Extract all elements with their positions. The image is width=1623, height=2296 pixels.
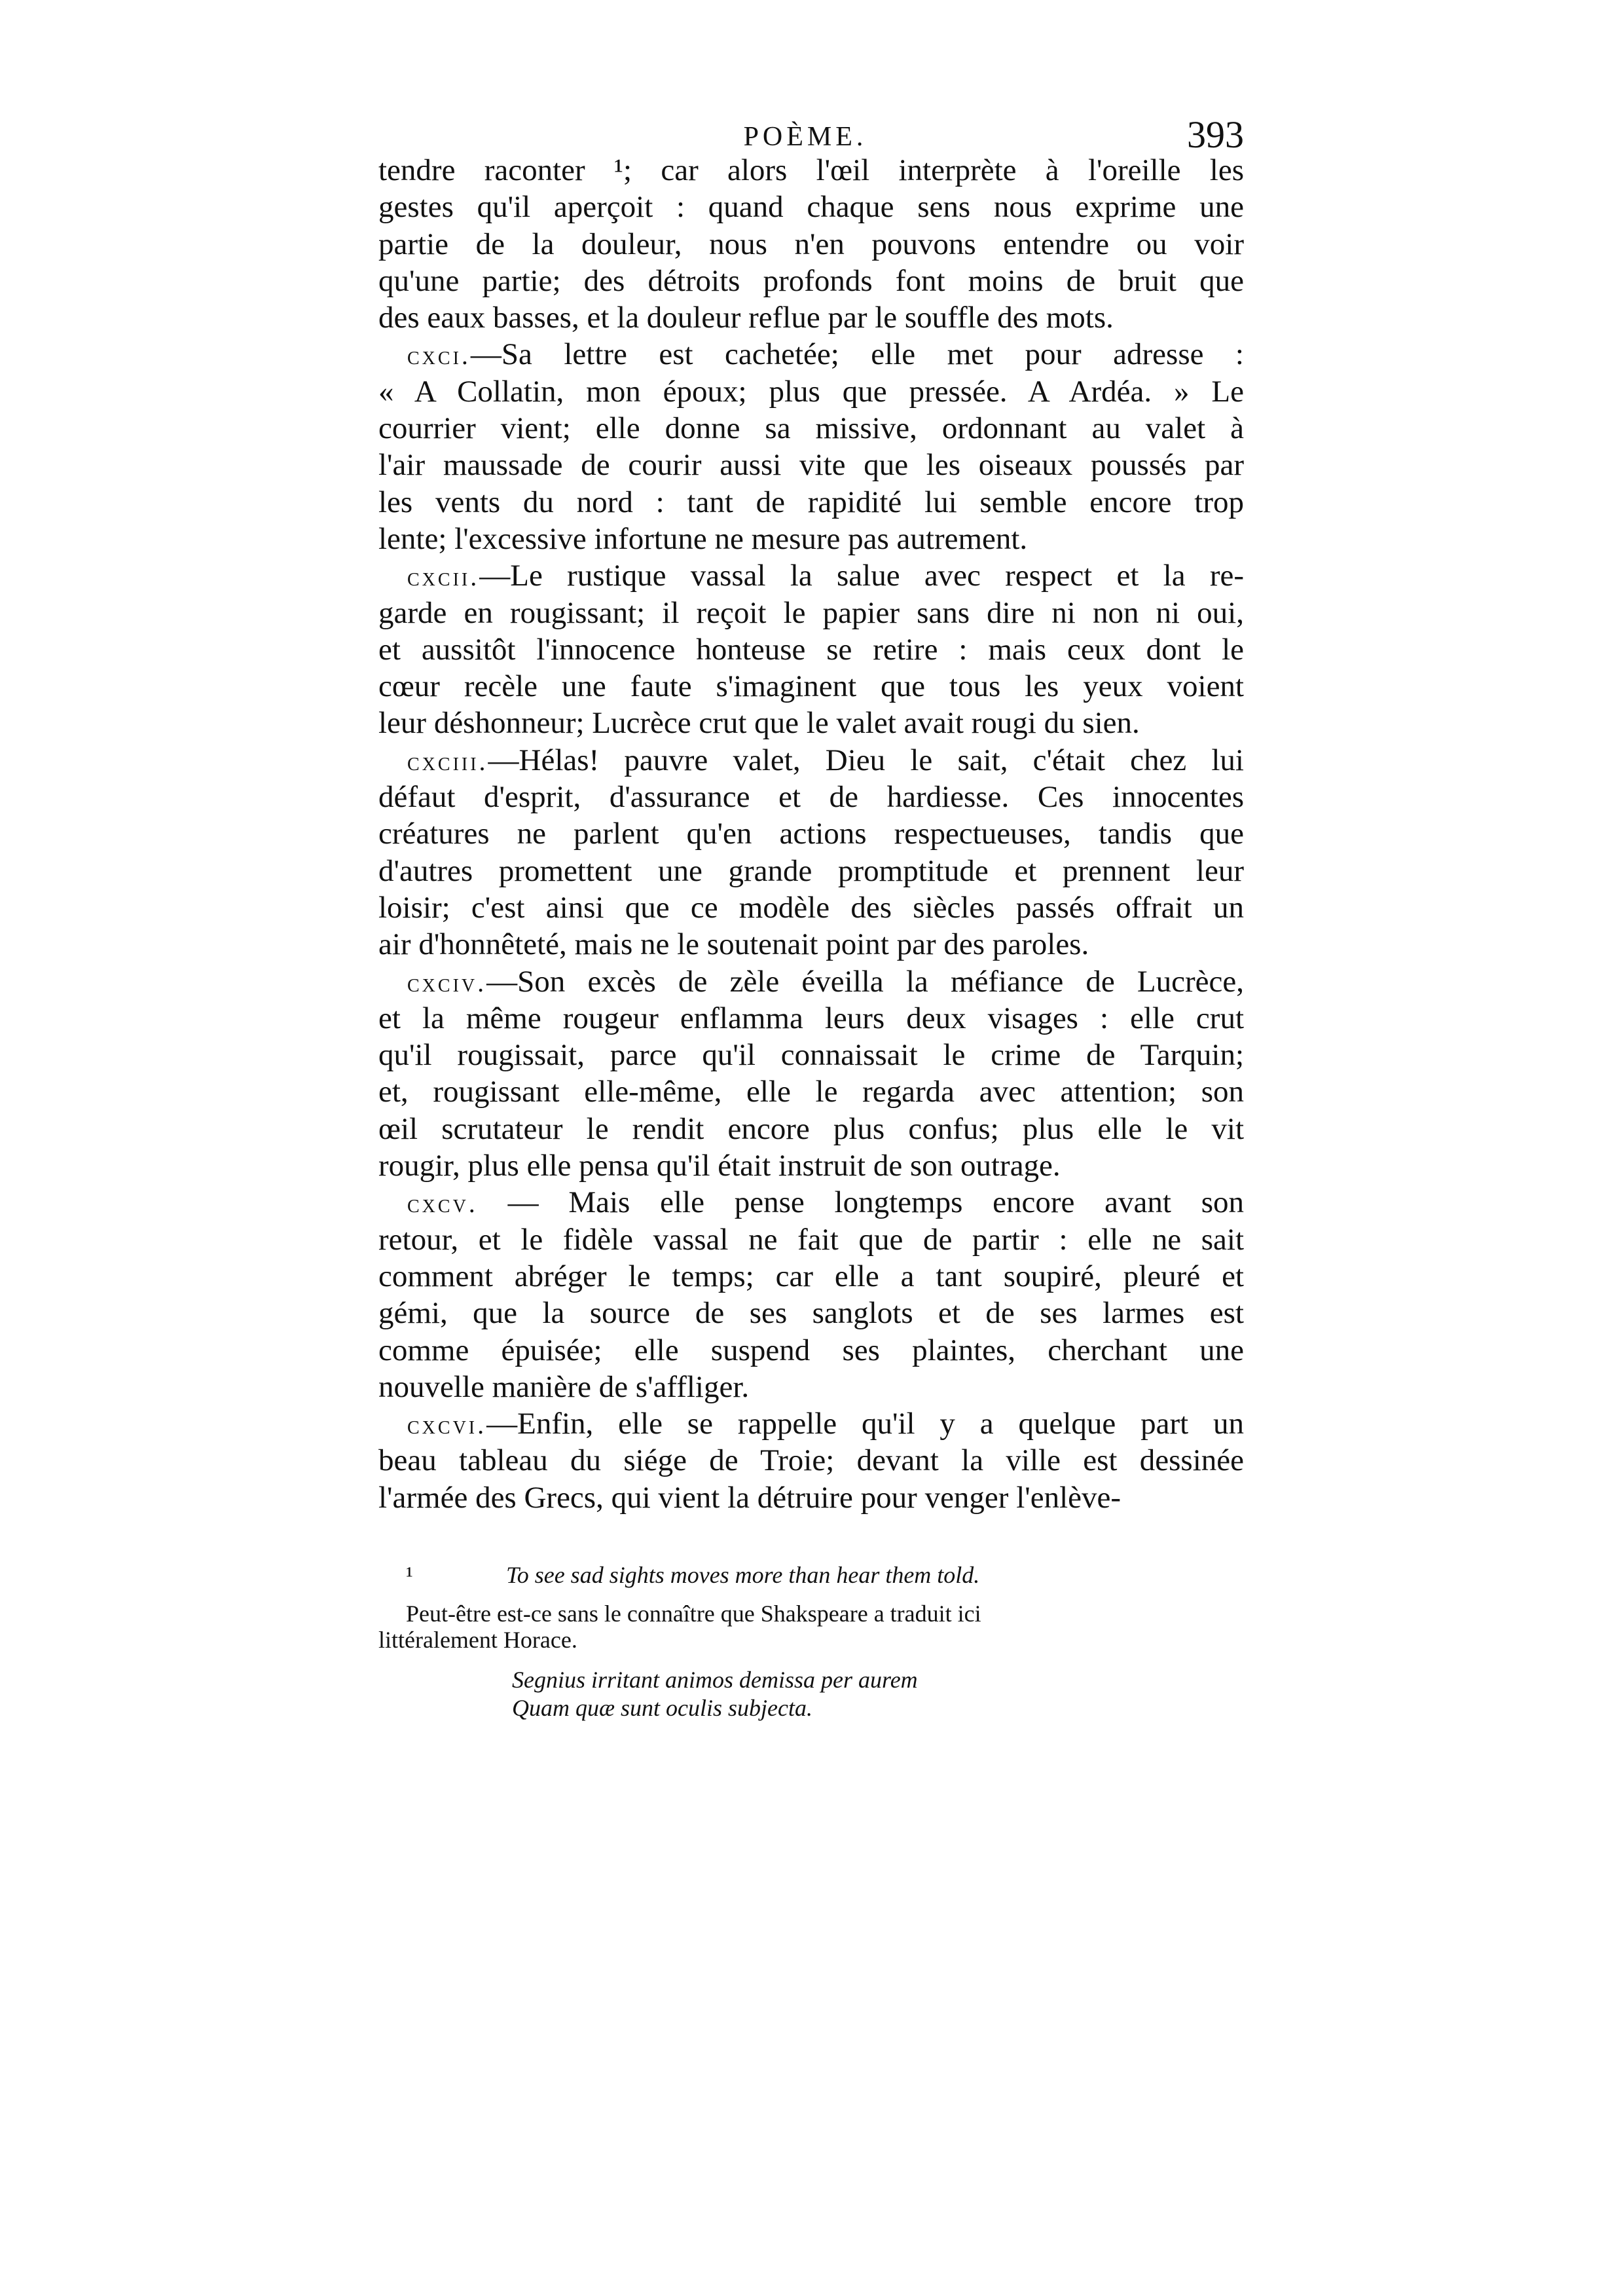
- line-text: défaut d'esprit, d'assurance et de hardiesse. Ces innocentes: [378, 780, 1244, 815]
- text-line: [378, 853, 1244, 889]
- text-line: [378, 1369, 1244, 1405]
- line-text: comme épuisée; elle suspend ses plaintes, cherchant une: [378, 1333, 1244, 1367]
- line-text: garde en rougissant; il reçoit le papier sans dire ni non ni oui,: [378, 595, 1244, 630]
- text-line: [378, 1073, 1244, 1110]
- text-line: [378, 299, 1244, 336]
- line-text: des eaux basses, et la douleur reflue par le souffle des mots.: [378, 301, 1114, 335]
- line-text: qu'une partie; des détroits profonds font moins de bruit que: [378, 263, 1244, 298]
- section-number: cxcvi.: [407, 1410, 487, 1440]
- line-text: « A Collatin, mon époux; plus que pressée. A Ardéa. » Le: [378, 374, 1244, 409]
- line-text: créatures ne parlent qu'en actions respectueuses, tandis que: [378, 817, 1244, 851]
- text-line: [378, 1000, 1244, 1037]
- line-text: qu'il rougissait, parce qu'il connaissait le crime de Tarquin;: [378, 1038, 1244, 1073]
- line-text: et, rougissant elle-même, elle le regarda avec attention; son: [378, 1075, 1244, 1109]
- text-line: [378, 889, 1244, 926]
- section-number: cxcii.: [407, 562, 480, 592]
- text-line: [378, 1037, 1244, 1073]
- line-text: comment abréger le temps; car elle a tant soupiré, pleuré et: [378, 1259, 1244, 1293]
- text-line: [378, 668, 1244, 705]
- running-header-title: POÈME.: [743, 122, 867, 152]
- text-line: [378, 1332, 1244, 1369]
- text-line: [378, 1405, 1244, 1442]
- line-text: —Le rustique vassal la salue avec respect et la re-: [479, 559, 1244, 593]
- line-text: — Mais elle pense longtemps encore avant son: [477, 1185, 1244, 1220]
- line-text: —Sa lettre est cachetée; elle met pour adresse :: [470, 337, 1244, 372]
- text-line: [378, 742, 1244, 779]
- text-line: [378, 631, 1244, 668]
- text-line: [378, 595, 1244, 631]
- line-text: courrier vient; elle donne sa missive, ordonnant au valet à: [378, 411, 1244, 446]
- text-line: [378, 1442, 1244, 1479]
- paragraph: [378, 963, 1244, 1185]
- text-line: [378, 410, 1244, 447]
- text-line: [378, 1147, 1244, 1184]
- text-line: [378, 484, 1244, 521]
- line-text: partie de la douleur, nous n'en pouvons entendre ou voir: [378, 227, 1244, 261]
- line-text: retour, et le fidèle vassal ne fait que de partir : elle ne sait: [378, 1222, 1244, 1257]
- line-text: les vents du nord : tant de rapidité lui semble encore trop: [378, 485, 1244, 519]
- line-text: leur déshonneur; Lucrèce crut que le valet avait rougi du sien.: [378, 706, 1140, 741]
- paragraph: [378, 152, 1244, 336]
- footnote-note-line-2: littéralement Horace.: [378, 1627, 577, 1653]
- latin-verse-line-2: [512, 1695, 812, 1721]
- text-line: [378, 779, 1244, 815]
- text-line: [378, 373, 1244, 410]
- paragraph: [378, 1184, 1244, 1405]
- line-text: gestes qu'il aperçoit : quand chaque sens nous exprime une: [378, 190, 1244, 225]
- line-text: loisir; c'est ainsi que ce modèle des siècles passés offrait un: [378, 890, 1244, 925]
- text-line: [378, 189, 1244, 225]
- line-text: rougir, plus elle pensa qu'il était instruit de son outrage.: [378, 1149, 1061, 1183]
- text-line: [378, 1479, 1244, 1516]
- page-number: 393: [1187, 113, 1244, 156]
- text-line: [378, 1221, 1244, 1258]
- paragraph: [378, 336, 1244, 557]
- line-text: beau tableau du siége de Troie; devant la ville est dessinée: [378, 1443, 1244, 1478]
- section-number: cxciv.: [407, 967, 487, 997]
- line-text: —Enfin, elle se rappelle qu'il y a quelque part un: [486, 1407, 1244, 1441]
- paragraph: [378, 742, 1244, 963]
- line-text: et la même rougeur enflamma leurs deux visages : elle crut: [378, 1001, 1244, 1035]
- text-line: [378, 1111, 1244, 1147]
- text-line: [378, 1295, 1244, 1331]
- text-line: [378, 152, 1244, 189]
- line-text: —Son excès de zèle éveilla la méfiance de Lucrèce,: [486, 964, 1244, 999]
- footnote-marker: ¹: [406, 1562, 413, 1588]
- text-line: [378, 336, 1244, 373]
- body-text: [378, 152, 1244, 1516]
- line-text: —Hélas! pauvre valet, Dieu le sait, c'était chez lui: [488, 743, 1244, 777]
- text-line: [378, 447, 1244, 483]
- text-line: [378, 815, 1244, 852]
- text-line: [378, 705, 1244, 741]
- line-text: air d'honnêteté, mais ne le soutenait point par des paroles.: [378, 927, 1089, 962]
- line-text: l'armée des Grecs, qui vient la détruire pour venger l'enlève-: [378, 1480, 1122, 1515]
- text-line: [378, 963, 1244, 1000]
- text-line: [378, 557, 1244, 594]
- text-line: [378, 226, 1244, 263]
- paragraph: [378, 1405, 1244, 1516]
- latin-verse-text-2: Quam quæ sunt oculis subjecta.: [512, 1695, 812, 1721]
- text-line: [378, 521, 1244, 557]
- section-number: cxcv.: [407, 1189, 478, 1219]
- paragraph: [378, 557, 1244, 741]
- footnote-quote: [506, 1562, 979, 1588]
- line-text: gémi, que la source de ses sanglots et de ses larmes est: [378, 1296, 1244, 1331]
- footnote-note-line-1: Peut-être est-ce sans le connaître que Shakspeare a traduit ici: [406, 1601, 981, 1627]
- text-line: [378, 926, 1244, 963]
- line-text: cœur recèle une faute s'imaginent que tous les yeux voient: [378, 669, 1244, 704]
- latin-verse-text-1: Segnius irritant animos demissa per aurem: [512, 1667, 918, 1693]
- line-text: tendre raconter ¹; car alors l'œil interprète à l'oreille les: [378, 153, 1244, 187]
- section-number: cxci.: [407, 341, 471, 371]
- line-text: l'air maussade de courir aussi vite que les oiseaux poussés par: [378, 448, 1244, 483]
- latin-verse-line-1: [512, 1667, 918, 1693]
- line-text: œil scrutateur le rendit encore plus confus; plus elle le vit: [378, 1111, 1244, 1146]
- text-line: [378, 1258, 1244, 1295]
- line-text: lente; l'excessive infortune ne mesure pas autrement.: [378, 521, 1028, 556]
- section-number: cxciii.: [407, 746, 488, 776]
- text-line: [378, 263, 1244, 299]
- text-line: [378, 1184, 1244, 1221]
- footnote-quote-text: To see sad sights moves more than hear them told.: [506, 1562, 980, 1588]
- line-text: d'autres promettent une grande promptitude et prennent leur: [378, 853, 1244, 888]
- line-text: nouvelle manière de s'affliger.: [378, 1369, 750, 1404]
- line-text: et aussitôt l'innocence honteuse se retire : mais ceux dont le: [378, 632, 1244, 667]
